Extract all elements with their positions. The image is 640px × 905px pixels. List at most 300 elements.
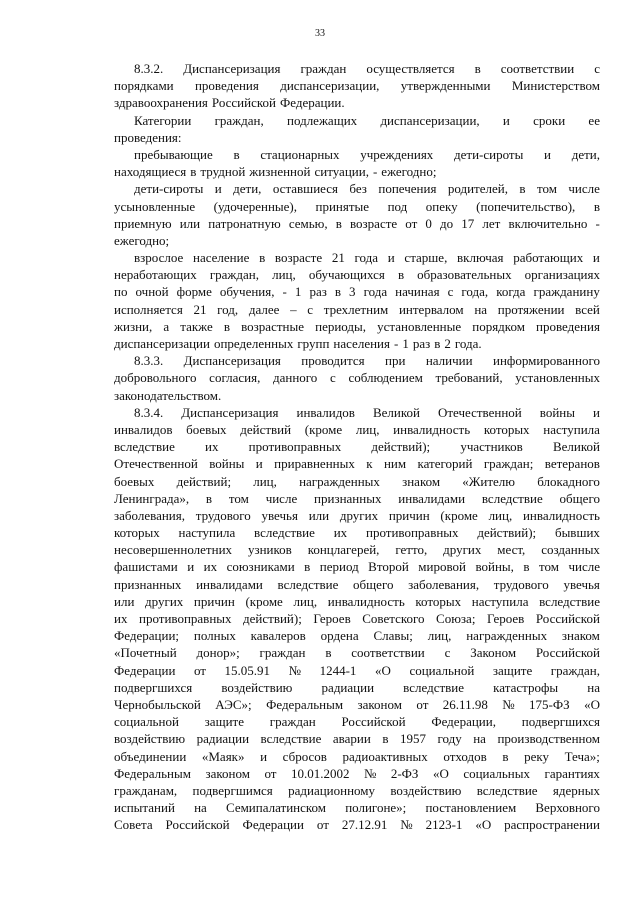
text-line — [114, 644, 600, 661]
word: по — [114, 284, 128, 300]
word: воздействию — [221, 679, 293, 695]
word: всей — [575, 301, 600, 317]
word: вследствие — [114, 439, 175, 455]
text-line — [114, 627, 600, 644]
word: согласия, — [209, 370, 261, 386]
word: от — [416, 696, 429, 712]
word: реку — [524, 748, 549, 764]
word: на — [194, 800, 207, 816]
word: соблюдением — [348, 370, 423, 386]
word: наличии — [425, 353, 473, 369]
word: полных — [193, 628, 236, 644]
word: в — [304, 559, 311, 575]
word: знаком — [402, 473, 441, 489]
word: возрасте — [350, 215, 398, 231]
word: Федерации — [114, 662, 176, 678]
text-line — [114, 60, 600, 77]
word: блокадного — [537, 473, 600, 489]
word: требований, — [435, 370, 503, 386]
text-line — [114, 77, 600, 94]
word: когда — [496, 284, 526, 300]
word: лиц, — [488, 507, 513, 523]
text-line — [114, 215, 600, 232]
word: которых — [114, 525, 160, 541]
word: в — [335, 215, 342, 231]
word: информированного — [492, 353, 600, 369]
word: гарантиях — [544, 765, 600, 781]
word: обучения, — [219, 284, 275, 300]
word: Российской — [535, 645, 600, 661]
word: социальных — [463, 765, 530, 781]
word: Министерством — [511, 78, 600, 94]
word: Российской — [341, 714, 406, 730]
word: Российской — [535, 611, 600, 626]
text-line — [114, 490, 600, 507]
word: 0 — [425, 215, 432, 231]
word: год, — [217, 301, 239, 317]
word: заболевания, — [114, 507, 185, 523]
word: боевых — [186, 421, 227, 437]
word: инвалидность — [393, 421, 471, 437]
word: от — [316, 817, 329, 833]
word: граждан — [269, 714, 316, 730]
word: - — [372, 164, 378, 180]
word: 2123-1 — [425, 817, 463, 833]
word: увечья — [563, 576, 600, 592]
word: вследствие — [277, 576, 339, 592]
word: усыновленные — [114, 198, 196, 214]
word: и — [260, 748, 268, 764]
word: пребывающие — [134, 146, 213, 162]
text-line — [114, 421, 600, 438]
word: при — [385, 353, 406, 369]
word: форме — [176, 284, 212, 300]
word: работающих — [513, 250, 584, 266]
word: донор»; — [196, 645, 240, 661]
word: общего — [353, 576, 394, 592]
word: установленные — [377, 318, 462, 334]
word: причин — [193, 593, 235, 609]
word: трудового — [493, 576, 549, 592]
word: неработающих — [114, 267, 197, 283]
word: в — [190, 164, 197, 180]
word: с — [444, 645, 451, 661]
word: отходов — [443, 748, 487, 764]
word: радиации — [321, 679, 375, 695]
word: 10.01.2002 — [290, 765, 350, 781]
word: в — [593, 198, 600, 214]
word: Великой — [552, 439, 600, 455]
word: сроки — [533, 112, 566, 128]
word: Героев — [486, 611, 525, 626]
word: кавалеров — [250, 628, 306, 644]
word: Семипалатинском — [225, 800, 327, 816]
word: «О — [432, 765, 449, 781]
word: - — [282, 284, 287, 300]
word: до — [440, 215, 454, 231]
word: на — [474, 301, 488, 317]
word: 27.12.91 — [341, 817, 388, 833]
word: катастрофы — [493, 679, 559, 695]
word: подвергшимся — [192, 782, 273, 798]
word: Славы; — [373, 628, 413, 644]
word: ее — [588, 112, 600, 128]
word: ежегодно; — [381, 164, 437, 180]
word: полигоне»; — [345, 800, 407, 816]
word: граждан — [300, 61, 347, 76]
word: диспансеризации — [114, 336, 210, 351]
word: граждан; — [483, 456, 534, 472]
word: защите — [492, 662, 533, 678]
text-line — [114, 335, 600, 352]
text-line — [114, 180, 600, 197]
word: ядерных — [552, 782, 600, 798]
word: в — [519, 181, 526, 197]
word: № — [288, 662, 302, 678]
word: в — [325, 645, 332, 661]
text-line — [114, 198, 600, 215]
word: Чернобыльской — [114, 696, 201, 712]
text-line — [114, 748, 600, 765]
word: определенных — [213, 336, 294, 351]
word: Федеральным — [114, 765, 191, 781]
word: действий); — [243, 611, 302, 626]
word: организациях — [524, 267, 600, 283]
word: лиц, — [272, 267, 296, 283]
text-line — [114, 283, 600, 300]
word: 1244-1 — [319, 662, 357, 678]
word: граждан, — [550, 662, 600, 678]
word: возрастные — [241, 318, 304, 334]
text-line — [114, 266, 600, 283]
word: от — [405, 215, 418, 231]
word: года — [354, 250, 379, 266]
word: инвалидами — [398, 490, 466, 506]
word: и — [592, 250, 600, 266]
word: № — [502, 696, 515, 712]
word: проведения — [536, 318, 600, 334]
word: или — [179, 215, 201, 231]
word: порядками — [114, 78, 174, 94]
word: граждан, — [209, 267, 260, 283]
word: 15.05.91 — [224, 662, 271, 678]
word: Великой — [372, 404, 420, 420]
word: награжденных — [466, 628, 548, 644]
word: (кроме — [304, 421, 343, 437]
word: с — [329, 370, 336, 386]
word: вследствие — [260, 731, 322, 747]
text-line — [114, 301, 600, 318]
word: инвалидов — [296, 404, 355, 420]
word: с — [594, 61, 600, 76]
word: 1957 — [399, 731, 426, 747]
word: их — [333, 525, 348, 541]
word: аварии — [332, 731, 371, 747]
text-line — [114, 593, 600, 610]
word: участников — [460, 439, 523, 455]
text-line — [114, 473, 600, 490]
word: подвергшихся — [521, 714, 600, 730]
word: Федерации — [242, 817, 304, 833]
word: и — [187, 559, 195, 575]
word: Федерации. — [279, 95, 345, 111]
word: и — [544, 146, 552, 162]
word: с — [307, 301, 314, 317]
word: «Почетный — [114, 645, 177, 661]
text-line — [114, 679, 600, 696]
word: радиационному — [288, 782, 376, 798]
word: от — [264, 765, 277, 781]
word: законом — [205, 765, 250, 781]
text-line — [114, 146, 600, 163]
page-number: 33 — [315, 28, 325, 39]
word: несовершеннолетних — [114, 542, 233, 558]
word: и — [214, 181, 222, 197]
word: Союза; — [436, 611, 476, 626]
word: взрослое — [134, 250, 184, 266]
word: инвалидами — [196, 576, 263, 592]
word: патронатную — [208, 215, 281, 231]
word: войны — [209, 456, 245, 472]
text-line — [114, 163, 600, 180]
word: интервалом — [398, 301, 464, 317]
word: действий); — [371, 439, 431, 455]
word: очной — [135, 284, 169, 300]
word: Российской — [165, 817, 230, 833]
text-line — [114, 799, 600, 816]
word: Ленинграда», — [114, 490, 190, 506]
word: № — [400, 817, 413, 833]
word: социальной — [114, 714, 179, 730]
word: соответствии — [500, 61, 575, 76]
word: диспансеризации, — [280, 78, 380, 94]
word: ордена — [320, 628, 359, 644]
word: также — [180, 318, 213, 334]
word: Второй — [368, 559, 409, 575]
text-line — [114, 765, 600, 782]
word: том — [536, 181, 557, 197]
word: «О — [374, 662, 391, 678]
word: «Маяк» — [201, 748, 245, 764]
text-line — [114, 318, 600, 335]
text-line — [114, 662, 600, 679]
word: действий — [240, 421, 292, 437]
word: «О — [475, 817, 492, 833]
word: ветеранов — [544, 456, 600, 472]
word: наступила — [543, 421, 600, 437]
word: подлежащих — [287, 112, 358, 128]
word: «Жителю — [462, 473, 516, 489]
word: законодательством. — [114, 387, 222, 403]
word: утвержденными — [400, 78, 491, 94]
word: в — [205, 490, 213, 506]
word: противоправных — [366, 525, 459, 541]
text-line — [114, 112, 600, 129]
word: вследствие — [476, 782, 538, 798]
text-line — [114, 455, 600, 472]
word: союзниками — [226, 559, 295, 575]
word: 3 — [349, 284, 356, 300]
word: числе — [265, 490, 298, 506]
word: лиц, — [355, 421, 380, 437]
word: проведения: — [114, 129, 182, 145]
word: раз — [309, 284, 327, 300]
word: защите — [204, 714, 244, 730]
word: войны — [539, 404, 575, 420]
word: числе — [568, 181, 600, 197]
word: Российской — [211, 95, 276, 111]
word: приемную — [114, 215, 172, 231]
word: лет — [482, 215, 501, 231]
word: вследствие — [254, 525, 315, 541]
word: инвалидов — [114, 421, 173, 437]
word: находящиеся — [114, 164, 187, 180]
word: Советского — [362, 611, 425, 626]
word: добровольного — [114, 370, 197, 386]
word: воздействию — [390, 782, 462, 798]
word: (кроме — [440, 507, 478, 523]
word: установленных — [515, 370, 600, 386]
word: фашистами — [114, 559, 178, 575]
word: в — [434, 336, 441, 351]
text-line — [114, 404, 600, 421]
word: дети, — [233, 181, 262, 197]
word: «О — [584, 696, 600, 712]
word: признанных — [314, 490, 382, 506]
word: исполняется — [114, 301, 183, 317]
word: проведения — [194, 78, 259, 94]
word: стационарных — [260, 146, 340, 162]
text-line — [114, 94, 600, 111]
word: в — [523, 559, 530, 575]
word: порядком — [472, 318, 525, 334]
word: Теча»; — [564, 748, 600, 764]
word: гражданину — [533, 284, 600, 300]
word: принятые — [315, 198, 370, 214]
word: жизненной — [249, 164, 311, 180]
text-line — [114, 782, 600, 799]
word: других — [443, 542, 482, 558]
word: противоправных — [138, 611, 232, 626]
word: ежегодно; — [114, 232, 170, 248]
word: в — [233, 146, 240, 162]
word: включительно — [508, 215, 588, 231]
word: население — [193, 250, 250, 266]
word: концлагерей, — [307, 542, 380, 558]
word: категорий — [417, 456, 473, 472]
word: наступила — [471, 593, 529, 609]
word: бывших — [554, 525, 600, 541]
word: постановлением — [425, 800, 517, 816]
word: Федеральным — [266, 696, 344, 712]
word: Законом — [470, 645, 517, 661]
word: увечья — [261, 507, 298, 523]
word: их — [203, 559, 218, 575]
word: на — [473, 731, 486, 747]
word: объединении — [114, 748, 187, 764]
word: 1 — [294, 284, 302, 300]
word: вследствие — [481, 490, 543, 506]
word: дети-сироты — [454, 146, 524, 162]
word: в — [474, 61, 481, 76]
word: опеку — [425, 198, 458, 214]
word: инвалидность — [327, 593, 405, 609]
word: том — [228, 490, 249, 506]
word: причин — [388, 507, 430, 523]
word: Диспансеризация — [181, 404, 279, 420]
word: Героев — [313, 611, 351, 626]
word: производственном — [497, 731, 600, 747]
word: 2-ФЗ — [390, 765, 419, 781]
word: социальной — [409, 662, 475, 678]
word: распространении — [504, 817, 600, 833]
word: АЭС»; — [215, 696, 252, 712]
word: 8.3.3. — [134, 353, 164, 369]
word: году — [437, 731, 462, 747]
word: узников — [247, 542, 292, 558]
word: в — [259, 250, 266, 266]
word: Федерации; — [114, 628, 180, 644]
word: Категории — [134, 112, 192, 128]
word: ситуации, — [314, 164, 369, 180]
word: которых — [415, 593, 462, 609]
word: мировой — [418, 559, 466, 575]
text-line — [114, 730, 600, 747]
word: признанных — [114, 576, 182, 592]
word: боевых — [114, 473, 155, 489]
document-body — [114, 60, 600, 833]
word: дети-сироты — [134, 181, 204, 197]
word: Отечественной — [437, 404, 522, 420]
word: созданных — [541, 542, 600, 558]
word: 8.3.2. — [134, 61, 164, 76]
word: вследствие — [403, 679, 465, 695]
word: образовательных — [417, 267, 512, 283]
text-line — [114, 816, 600, 833]
text-line — [114, 129, 600, 146]
word: (удочеренные), — [213, 198, 297, 214]
word: лиц, — [253, 473, 277, 489]
word: возрасте — [274, 250, 323, 266]
word: 1 — [402, 336, 409, 351]
word: в — [223, 318, 231, 334]
word: награжденных — [299, 473, 380, 489]
word: данного — [273, 370, 318, 386]
word: Федерации, — [431, 714, 496, 730]
word: и — [592, 404, 600, 420]
word: радиоактивных — [342, 748, 428, 764]
word: жизни, — [114, 318, 153, 334]
text-line — [114, 507, 600, 524]
word: и — [255, 456, 263, 472]
word: 21 — [193, 301, 207, 317]
word: - — [595, 215, 600, 231]
word: противоправных — [248, 439, 342, 455]
word: в — [502, 748, 509, 764]
text-line — [114, 524, 600, 541]
word: которых — [483, 421, 530, 437]
word: трудового — [195, 507, 251, 523]
word: с — [447, 284, 454, 300]
word: других — [145, 593, 184, 609]
word: войны, — [475, 559, 514, 575]
word: лиц, — [427, 628, 452, 644]
word: период — [319, 559, 359, 575]
word: их — [114, 611, 128, 626]
word: периоды, — [315, 318, 367, 334]
word: наступила — [178, 525, 236, 541]
word: года. — [454, 336, 482, 351]
